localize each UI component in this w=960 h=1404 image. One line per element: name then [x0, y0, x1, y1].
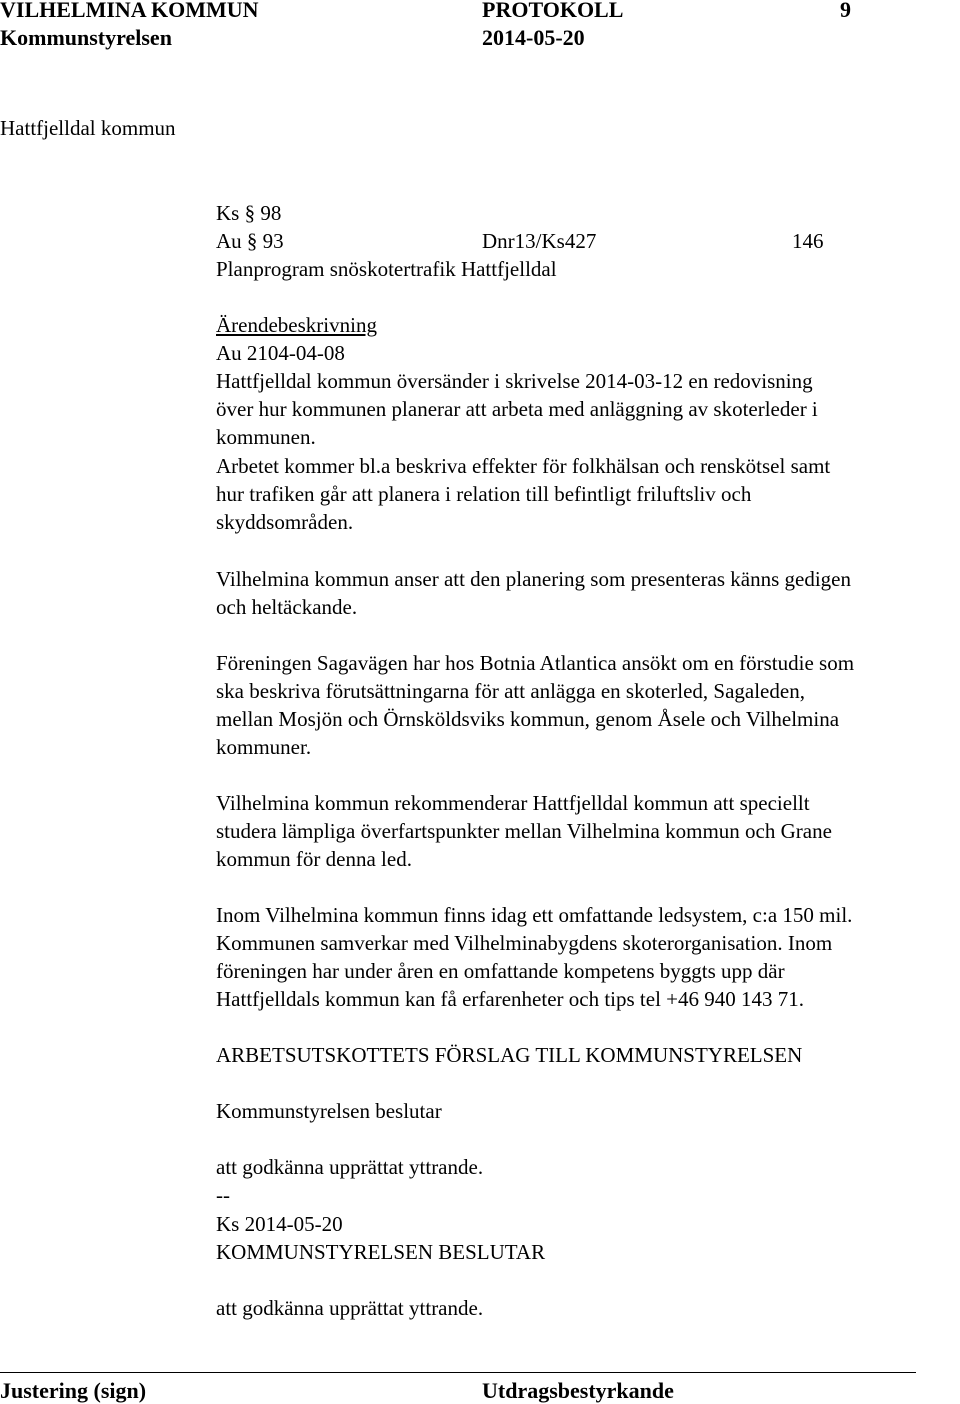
description-line: över hur kommunen planerar att arbeta med anläggning av skoterleder i — [216, 397, 818, 421]
proposal-separator: -- — [216, 1183, 230, 1207]
paragraph-line: Föreningen Sagavägen har hos Botnia Atlantica ansökt om en förstudie som — [216, 651, 855, 675]
paragraph-line: Vilhelmina kommun anser att den planering som presenteras känns gedigen — [216, 567, 851, 591]
paragraph-line: mellan Mosjön och Örnsköldsviks kommun, genom Åsele och Vilhelmina — [216, 707, 840, 731]
paragraph-line: Vilhelmina kommun rekommenderar Hattfjelldal kommun att speciellt — [216, 791, 810, 815]
paragraph-line: ska beskriva förutsättningarna för att anlägga en skoterled, Sagaleden, — [216, 679, 805, 703]
header-body: Kommunstyrelsen — [0, 25, 172, 50]
paragraph-line: kommuner. — [216, 735, 312, 759]
description-line: Arbetet kommer bl.a beskriva effekter för folkhälsan och renskötsel samt — [216, 454, 831, 478]
footer-rule — [0, 1372, 916, 1373]
footer-signature-label: Justering (sign) — [0, 1378, 147, 1403]
header-page-number: 9 — [840, 0, 851, 22]
paragraph-line: studera lämpliga överfartspunkter mellan Vilhelmina kommun och Grane — [216, 819, 832, 843]
paragraph-line: föreningen har under åren en omfattande kompetens byggts upp där — [216, 959, 785, 983]
proposal-decides: Kommunstyrelsen beslutar — [216, 1099, 442, 1123]
case-title: Planprogram snöskotertrafik Hattfjelldal — [216, 257, 557, 281]
paragraph-line: och heltäckande. — [216, 595, 358, 619]
description-heading: Ärendebeskrivning — [216, 313, 377, 337]
paragraph-line: Hattfjelldals kommun kan få erfarenheter och tips tel +46 940 143 71. — [216, 987, 805, 1011]
footer-certification-label: Utdragsbestyrkande — [482, 1378, 674, 1403]
decision-text: att godkänna upprättat yttrande. — [216, 1296, 484, 1320]
decision-heading: KOMMUNSTYRELSEN BESLUTAR — [216, 1240, 546, 1264]
paragraph-line: kommun för denna led. — [216, 847, 412, 871]
description-line: Hattfjelldal kommun översänder i skrivelse 2014-03-12 en redovisning — [216, 369, 813, 393]
case-au: Au § 93 — [216, 229, 284, 253]
description-line: hur trafiken går att planera i relation till befintligt friluftsliv och — [216, 482, 752, 506]
proposal-heading: ARBETSUTSKOTTETS FÖRSLAG TILL KOMMUNSTYRELSEN — [216, 1043, 803, 1067]
decision-ks-date: Ks 2014-05-20 — [216, 1212, 343, 1236]
description-line: skyddsområden. — [216, 510, 354, 534]
case-ref: 146 — [792, 229, 824, 253]
header-org: VILHELMINA KOMMUN — [0, 0, 259, 22]
header-doc-type: PROTOKOLL — [482, 0, 624, 22]
description-line: Au 2104-04-08 — [216, 341, 345, 365]
header-date: 2014-05-20 — [482, 25, 585, 50]
proposal-text: att godkänna upprättat yttrande. — [216, 1155, 484, 1179]
description-line: kommunen. — [216, 425, 316, 449]
addressee: Hattfjelldal kommun — [0, 116, 176, 140]
case-ks: Ks § 98 — [216, 201, 282, 225]
case-dnr: Dnr13/Ks427 — [482, 229, 597, 253]
paragraph-line: Kommunen samverkar med Vilhelminabygdens skoterorganisation. Inom — [216, 931, 833, 955]
paragraph-line: Inom Vilhelmina kommun finns idag ett omfattande ledsystem, c:a 150 mil. — [216, 903, 853, 927]
